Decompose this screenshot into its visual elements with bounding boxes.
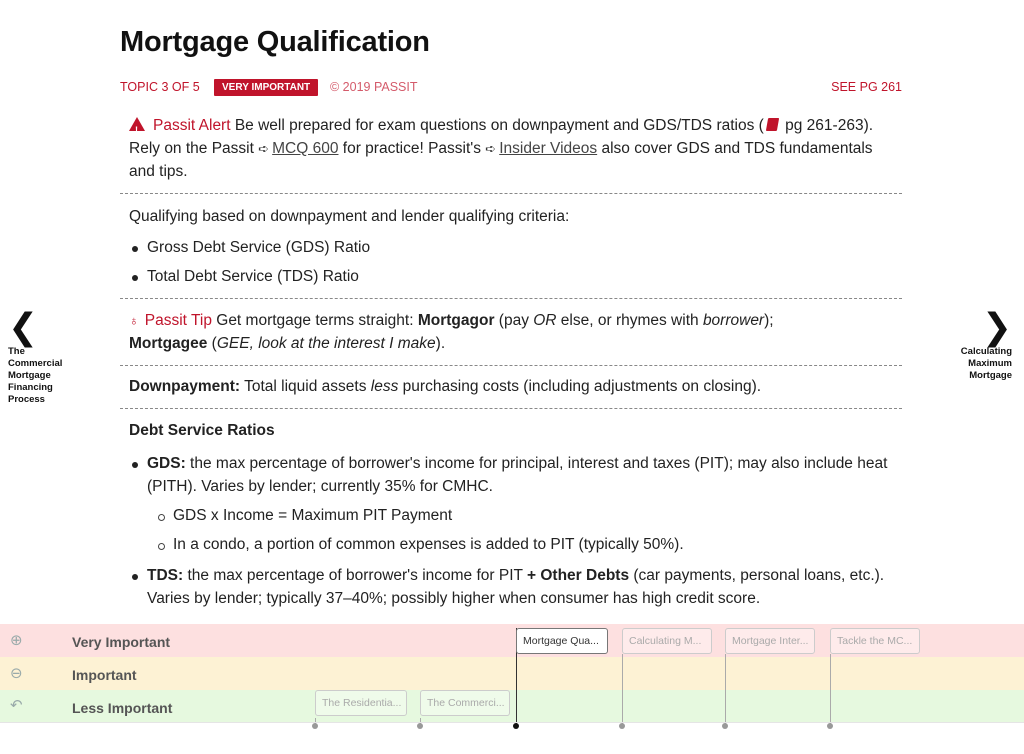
zoom-in-icon[interactable]: ⊕	[10, 632, 23, 649]
band-label: Important	[72, 667, 137, 683]
alert-label: Passit Alert	[153, 117, 231, 134]
band-label: Very Important	[72, 634, 171, 650]
divider	[120, 408, 902, 409]
page-title: Mortgage Qualification	[120, 26, 430, 58]
topic-row	[120, 80, 902, 96]
downpayment-section: Downpayment: Total liquid assets less purchasing costs (including adjustments on closing).	[129, 378, 762, 395]
timeline-dot[interactable]	[417, 723, 423, 729]
prev-topic-label[interactable]: The Commercial Mortgage Financing Process	[8, 346, 63, 405]
timeline-dot[interactable]	[827, 723, 833, 729]
timeline-dot[interactable]	[619, 723, 625, 729]
list-item: In a condo, a portion of common expenses is added to PIT (typically 50%).	[155, 533, 902, 556]
timeline-card-calculating-maximum[interactable]: Calculating M...	[622, 628, 712, 654]
timeline-connector	[725, 654, 726, 726]
divider	[120, 365, 902, 366]
chevron-left-icon[interactable]: ❮	[8, 306, 39, 347]
next-topic-label[interactable]: Calculating Maximum Mortgage	[960, 346, 1012, 381]
mcq-600-link[interactable]: MCQ 600	[272, 140, 339, 157]
copyright-text: © 2019 PASSIT	[330, 80, 418, 94]
timeline-card-commercial[interactable]: The Commerci...	[420, 690, 510, 716]
list-item: GDS: the max percentage of borrower's income for principal, interest and taxes (PIT); may also include heat (PITH). Varies by lender; currently 35% for CMHC. GDS x Income = Maximum PIT Payment In a condo, a portion of common expenses is added to PIT (typically 50%).	[129, 452, 902, 556]
divider	[120, 193, 902, 194]
lightbulb-icon: ♁	[129, 313, 139, 328]
prev-topic-nav[interactable]	[8, 306, 78, 406]
tip-label: Passit Tip	[144, 312, 212, 329]
list-item: Gross Debt Service (GDS) Ratio	[129, 236, 902, 259]
timeline-dot[interactable]	[312, 723, 318, 729]
book-icon	[766, 118, 779, 131]
band-label: Less Important	[72, 700, 173, 716]
timeline-card-residential[interactable]: The Residentia...	[315, 690, 407, 716]
warning-icon	[129, 117, 145, 131]
list-item: Total Debt Service (TDS) Ratio	[129, 265, 902, 288]
downpayment-label: Downpayment:	[129, 378, 241, 395]
timeline-dot[interactable]	[722, 723, 728, 729]
timeline-connector	[622, 654, 623, 726]
topic-counter: TOPIC 3 OF 5	[120, 80, 200, 94]
passit-alert: !Passit Alert Be well prepared for exam questions on downpayment and GDS/TDS ratios ( pg 261-263). Rely on the Passit ➪ MCQ 600 for practice! Passit's ➪ Insider Videos also cover GDS and TDS fundamentals and tips.	[129, 114, 902, 183]
arrow-link-icon: ➪	[485, 141, 497, 156]
topic-timeline	[0, 624, 1024, 722]
chevron-right-icon[interactable]: ❯	[981, 306, 1012, 347]
timeline-connector	[830, 654, 831, 726]
undo-icon[interactable]: ↶	[10, 697, 23, 714]
importance-badge: VERY IMPORTANT	[214, 79, 318, 96]
qualifying-section	[129, 205, 902, 288]
insider-videos-link[interactable]: Insider Videos	[499, 140, 598, 157]
list-item: GDS x Income = Maximum PIT Payment	[155, 504, 902, 527]
timeline-card-tackle-mcq[interactable]: Tackle the MC...	[830, 628, 920, 654]
less-important-band	[0, 690, 1024, 722]
important-band	[0, 657, 1024, 690]
list-item: TDS: the max percentage of borrower's income for PIT + Other Debts (car payments, personal loans, etc.). Varies by lender; typically 37–40%; possibly higher when consumer has high credit score.	[129, 564, 902, 610]
timeline-axis	[0, 722, 1024, 723]
debt-service-ratios-section	[129, 419, 902, 610]
divider	[120, 298, 902, 299]
qualifying-intro: Qualifying based on downpayment and lender qualifying criteria:	[129, 208, 570, 225]
section-heading: Debt Service Ratios	[129, 422, 275, 439]
timeline-card-mortgage-qualification[interactable]: Mortgage Qua...	[516, 628, 608, 654]
arrow-link-icon: ➪	[258, 141, 270, 156]
passit-tip: ♁ Passit Tip Get mortgage terms straight: Mortgagor (pay OR else, or rhymes with borrower); Mortgagee (GEE, look at the interest I make).	[129, 309, 902, 355]
see-page-link[interactable]: SEE PG 261	[831, 80, 902, 94]
zoom-out-icon[interactable]: ⊖	[10, 665, 23, 682]
timeline-dot[interactable]	[513, 723, 519, 729]
timeline-card-mortgage-interest[interactable]: Mortgage Inter...	[725, 628, 815, 654]
next-topic-nav[interactable]	[942, 306, 1012, 382]
